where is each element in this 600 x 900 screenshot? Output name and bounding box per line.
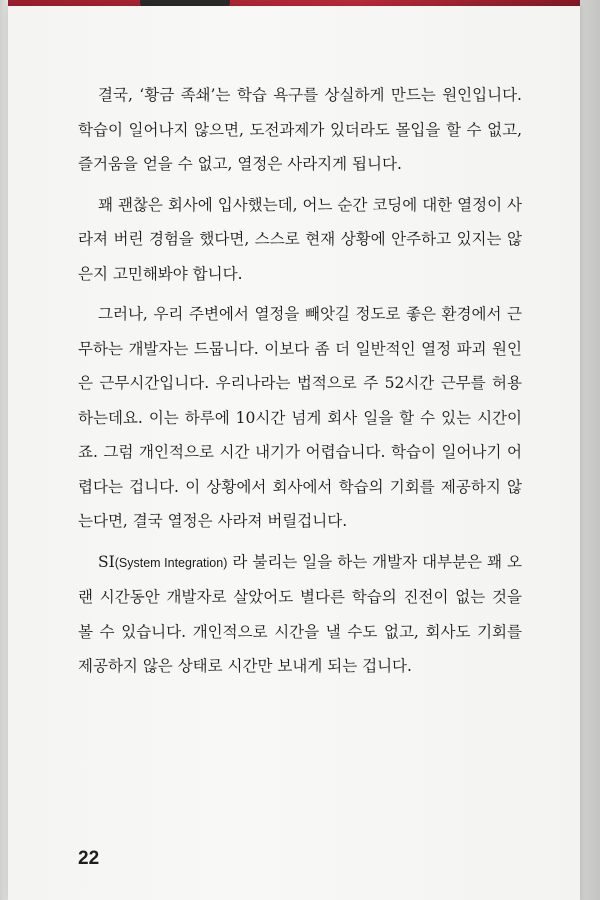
paragraph-4-text: 라 불리는 일을 하는 개발자 대부분은 꽤 오랜 시간동안 개발자로 살았어도 별다른 학습의 진전이 없는 것을 볼 수 있습니다. 개인적으로 시간을 낼 수도 없고, 회사도 기회를 제공하지 않은 상태로 시간만 보내게 되는 겁니다. (78, 552, 522, 675)
body-text (78, 78, 522, 684)
si-expansion: (System Integration) (114, 555, 228, 570)
paragraph-4 (78, 545, 522, 684)
page-number: 22 (78, 848, 100, 869)
paragraph-3: 그러나, 우리 주변에서 열정을 빼앗길 정도로 좋은 환경에서 근무하는 개발자는 드뭅니다. 이보다 좀 더 일반적인 열정 파괴 원인은 근무시간입니다. 우리나라는 법적으로 주 52시간 근무를 허용하는데요. 이는 하루에 10시간 넘게 회사 일을 할 수 있는 시간이죠. 그럼 개인적으로 시간 내기가 어렵습니다. 학습이 일어나기 어렵다는 겁니다. 이 상황에서 회사에서 학습의 기회를 제공하지 않는다면, 결국 열정은 사라져 버릴겁니다. (78, 305, 522, 530)
paragraph-1: 결국, ‘황금 족쇄’는 학습 욕구를 상실하게 만드는 원인입니다. 학습이 일어나지 않으면, 도전과제가 있더라도 몰입을 할 수 없고, 즐거움을 얻을 수 없고, 열정은 사라지게 됩니다. (78, 86, 522, 173)
paragraph-2: 꽤 괜찮은 회사에 입사했는데, 어느 순간 코딩에 대한 열정이 사라져 버린 경험을 했다면, 스스로 현재 상황에 안주하고 있지는 않은지 고민해봐야 합니다. (78, 195, 522, 283)
si-term: SI (98, 552, 115, 571)
book-page (8, 6, 580, 900)
left-page-edge (0, 0, 8, 900)
right-page-edge (580, 0, 600, 900)
